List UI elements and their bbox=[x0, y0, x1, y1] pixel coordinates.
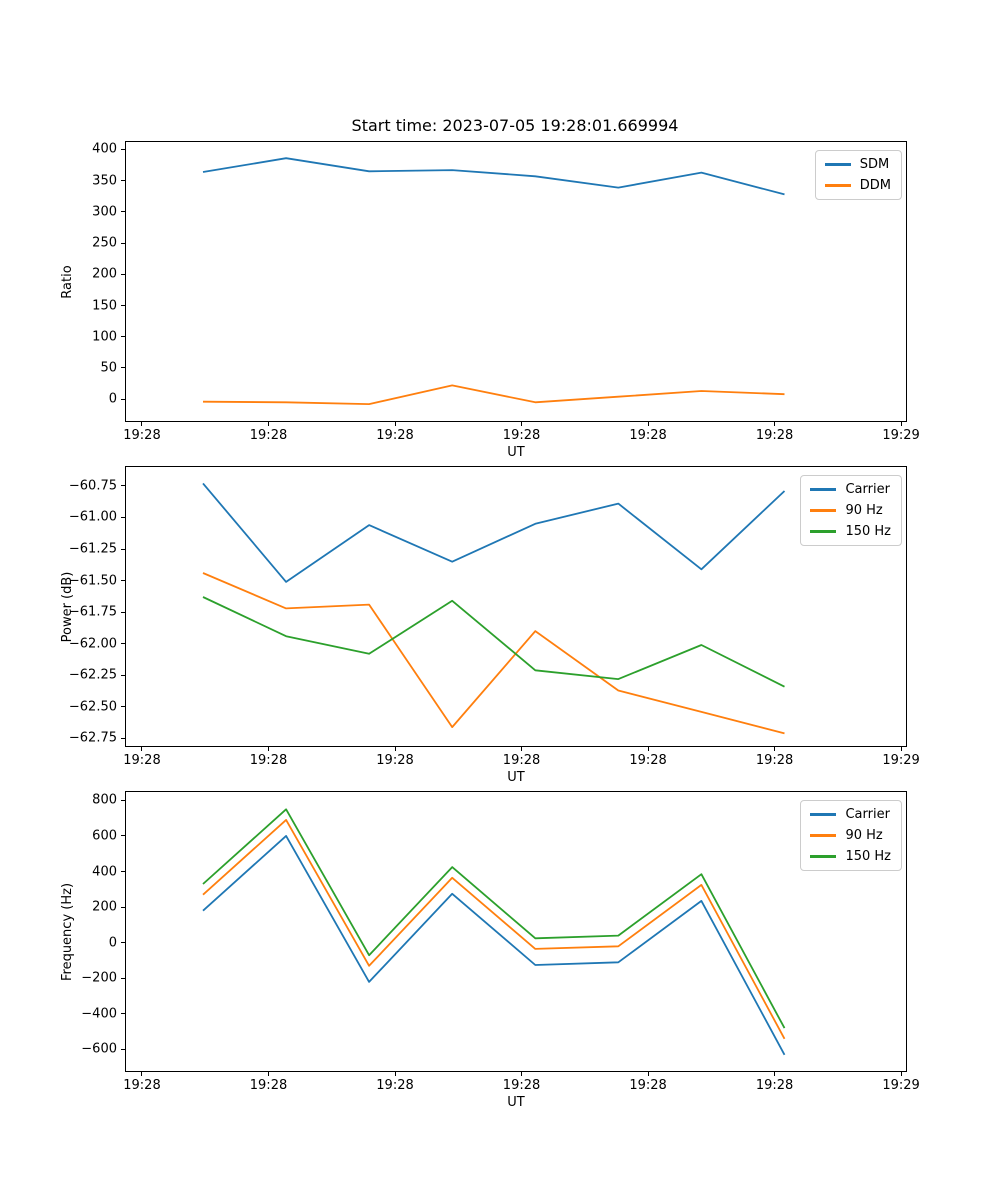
y-tick-mark bbox=[121, 149, 125, 150]
legend-ratio bbox=[815, 150, 902, 200]
legend-label: Carrier bbox=[845, 482, 890, 497]
y-tick-label: 50 bbox=[100, 360, 117, 376]
legend-item-carrier bbox=[810, 807, 891, 822]
y-tick-mark bbox=[121, 978, 125, 979]
x-tick-mark bbox=[774, 422, 775, 426]
y-tick-mark bbox=[121, 305, 125, 306]
y-tick-label: −61.00 bbox=[68, 509, 117, 525]
legend-label: 150 Hz bbox=[845, 849, 891, 864]
y-tick-label: −61.75 bbox=[68, 604, 117, 620]
y-axis-label-ratio: Ratio bbox=[60, 264, 75, 299]
y-tick-mark bbox=[121, 485, 125, 486]
y-tick-label: −61.50 bbox=[68, 573, 117, 589]
x-tick-mark bbox=[521, 422, 522, 426]
y-tick-label: −61.25 bbox=[68, 541, 117, 557]
subplot-power bbox=[60, 466, 920, 785]
x-tick-mark bbox=[141, 1072, 142, 1076]
legend-label: 150 Hz bbox=[845, 524, 891, 539]
y-tick-label: 600 bbox=[92, 828, 117, 844]
y-tick-mark bbox=[121, 612, 125, 613]
y-tick-mark bbox=[121, 243, 125, 244]
x-tick-label: 19:28 bbox=[629, 428, 667, 443]
x-tick-mark bbox=[648, 1072, 649, 1076]
legend-item-90-hz bbox=[810, 828, 891, 843]
chart-title: Start time: 2023-07-05 19:28:01.669994 bbox=[351, 116, 679, 135]
x-tick-label: 19:28 bbox=[123, 753, 161, 768]
legend-frequency bbox=[800, 800, 902, 871]
y-tick-mark bbox=[121, 399, 125, 400]
subplot-frequency bbox=[60, 791, 920, 1110]
x-tick-label: 19:28 bbox=[123, 1078, 161, 1093]
frequency-plot-lines bbox=[126, 792, 906, 1071]
legend-item-carrier bbox=[810, 482, 891, 497]
legend-line-sample bbox=[810, 855, 836, 858]
y-tick-mark bbox=[121, 367, 125, 368]
y-tick-label: −62.25 bbox=[68, 667, 117, 683]
y-tick-mark bbox=[121, 706, 125, 707]
x-tick-mark bbox=[268, 1072, 269, 1076]
y-tick-mark bbox=[121, 211, 125, 212]
y-tick-mark bbox=[121, 738, 125, 739]
x-tick-label: 19:28 bbox=[502, 753, 541, 768]
series-line-ddm bbox=[203, 385, 785, 404]
x-tick-label: 19:29 bbox=[882, 753, 920, 768]
legend-item-ddm bbox=[825, 178, 891, 193]
y-tick-mark bbox=[121, 580, 125, 581]
y-tick-label: −62.00 bbox=[68, 636, 117, 652]
x-tick-mark bbox=[395, 1072, 396, 1076]
y-tick-label: −62.75 bbox=[68, 730, 117, 746]
x-axis-label-ut-top: UT bbox=[507, 445, 525, 460]
x-tick-label: 19:28 bbox=[376, 428, 414, 443]
x-tick-label: 19:28 bbox=[629, 1078, 667, 1093]
x-tick-mark bbox=[648, 747, 649, 751]
x-tick-mark bbox=[268, 422, 269, 426]
x-tick-label: 19:28 bbox=[249, 1078, 288, 1093]
legend-label: SDM bbox=[859, 157, 890, 172]
y-tick-mark bbox=[121, 1013, 125, 1014]
series-line-sdm bbox=[203, 158, 785, 194]
legend-item-sdm bbox=[825, 157, 891, 172]
x-tick-label: 19:28 bbox=[755, 428, 794, 443]
x-tick-label: 19:28 bbox=[249, 753, 288, 768]
y-tick-mark bbox=[121, 675, 125, 676]
y-tick-mark bbox=[121, 643, 125, 644]
subplot-ratio bbox=[60, 141, 920, 460]
x-axis-label-ut-middle: UT bbox=[507, 770, 525, 785]
legend-label: DDM bbox=[859, 178, 891, 193]
y-tick-label: −600 bbox=[81, 1041, 117, 1057]
x-tick-label: 19:28 bbox=[502, 428, 541, 443]
x-tick-label: 19:28 bbox=[376, 753, 414, 768]
y-tick-label: 0 bbox=[108, 391, 117, 407]
y-tick-label: 400 bbox=[92, 864, 117, 880]
y-tick-mark bbox=[121, 871, 125, 872]
x-tick-mark bbox=[648, 422, 649, 426]
y-tick-mark bbox=[121, 336, 125, 337]
x-tick-mark bbox=[141, 747, 142, 751]
y-tick-mark bbox=[121, 835, 125, 836]
y-axis-label-power: Power (dB) bbox=[60, 571, 75, 642]
y-tick-label: 300 bbox=[92, 204, 117, 220]
x-tick-label: 19:28 bbox=[755, 1078, 794, 1093]
y-tick-label: 250 bbox=[92, 235, 117, 251]
y-axis-label-frequency: Frequency (Hz) bbox=[60, 882, 75, 981]
x-tick-label: 19:28 bbox=[123, 428, 161, 443]
legend-line-sample bbox=[810, 813, 836, 816]
x-tick-mark bbox=[268, 747, 269, 751]
x-tick-mark bbox=[521, 1072, 522, 1076]
series-line-carrier bbox=[203, 483, 785, 582]
y-tick-label: 350 bbox=[92, 173, 117, 189]
x-tick-mark bbox=[901, 1072, 902, 1076]
x-tick-mark bbox=[901, 747, 902, 751]
y-tick-label: −200 bbox=[81, 970, 117, 986]
x-tick-label: 19:28 bbox=[249, 428, 288, 443]
legend-line-sample bbox=[810, 530, 836, 533]
legend-label: 90 Hz bbox=[845, 503, 883, 518]
y-tick-label: −60.75 bbox=[68, 478, 117, 494]
x-tick-label: 19:28 bbox=[376, 1078, 414, 1093]
x-tick-label: 19:28 bbox=[629, 753, 667, 768]
y-tick-label: −400 bbox=[81, 1006, 117, 1022]
y-tick-mark bbox=[121, 942, 125, 943]
legend-label: 90 Hz bbox=[845, 828, 883, 843]
series-line-150-hz bbox=[203, 597, 785, 687]
legend-line-sample bbox=[825, 163, 851, 166]
x-tick-label: 19:29 bbox=[882, 1078, 920, 1093]
series-line-90-hz bbox=[203, 573, 785, 733]
x-tick-mark bbox=[395, 422, 396, 426]
y-tick-mark bbox=[121, 549, 125, 550]
y-tick-label: 100 bbox=[92, 329, 117, 345]
y-tick-mark bbox=[121, 907, 125, 908]
legend-power bbox=[800, 475, 902, 546]
x-tick-mark bbox=[774, 1072, 775, 1076]
series-line-carrier bbox=[203, 836, 785, 1055]
legend-label: Carrier bbox=[845, 807, 890, 822]
x-tick-mark bbox=[774, 747, 775, 751]
y-tick-mark bbox=[121, 1049, 125, 1050]
y-tick-label: 400 bbox=[92, 141, 117, 157]
legend-item-90-hz bbox=[810, 503, 891, 518]
y-tick-mark bbox=[121, 800, 125, 801]
legend-item-150-hz bbox=[810, 524, 891, 539]
y-tick-label: 0 bbox=[108, 935, 117, 951]
y-tick-mark bbox=[121, 274, 125, 275]
x-axis-label-ut-bottom: UT bbox=[507, 1095, 525, 1110]
power-plot-lines bbox=[126, 467, 906, 746]
y-tick-label: 200 bbox=[92, 266, 117, 282]
y-tick-mark bbox=[121, 517, 125, 518]
legend-line-sample bbox=[810, 834, 836, 837]
legend-line-sample bbox=[810, 509, 836, 512]
y-tick-label: 150 bbox=[92, 298, 117, 314]
x-tick-mark bbox=[901, 422, 902, 426]
x-tick-label: 19:28 bbox=[502, 1078, 541, 1093]
y-tick-label: 200 bbox=[92, 899, 117, 915]
ratio-plot-lines bbox=[126, 142, 906, 421]
y-tick-mark bbox=[121, 180, 125, 181]
x-tick-mark bbox=[395, 747, 396, 751]
x-tick-label: 19:28 bbox=[755, 753, 794, 768]
y-tick-label: −62.50 bbox=[68, 699, 117, 715]
legend-line-sample bbox=[825, 184, 851, 187]
x-tick-mark bbox=[521, 747, 522, 751]
legend-item-150-hz bbox=[810, 849, 891, 864]
legend-line-sample bbox=[810, 488, 836, 491]
x-tick-label: 19:29 bbox=[882, 428, 920, 443]
y-tick-label: 800 bbox=[92, 792, 117, 808]
x-tick-mark bbox=[141, 422, 142, 426]
